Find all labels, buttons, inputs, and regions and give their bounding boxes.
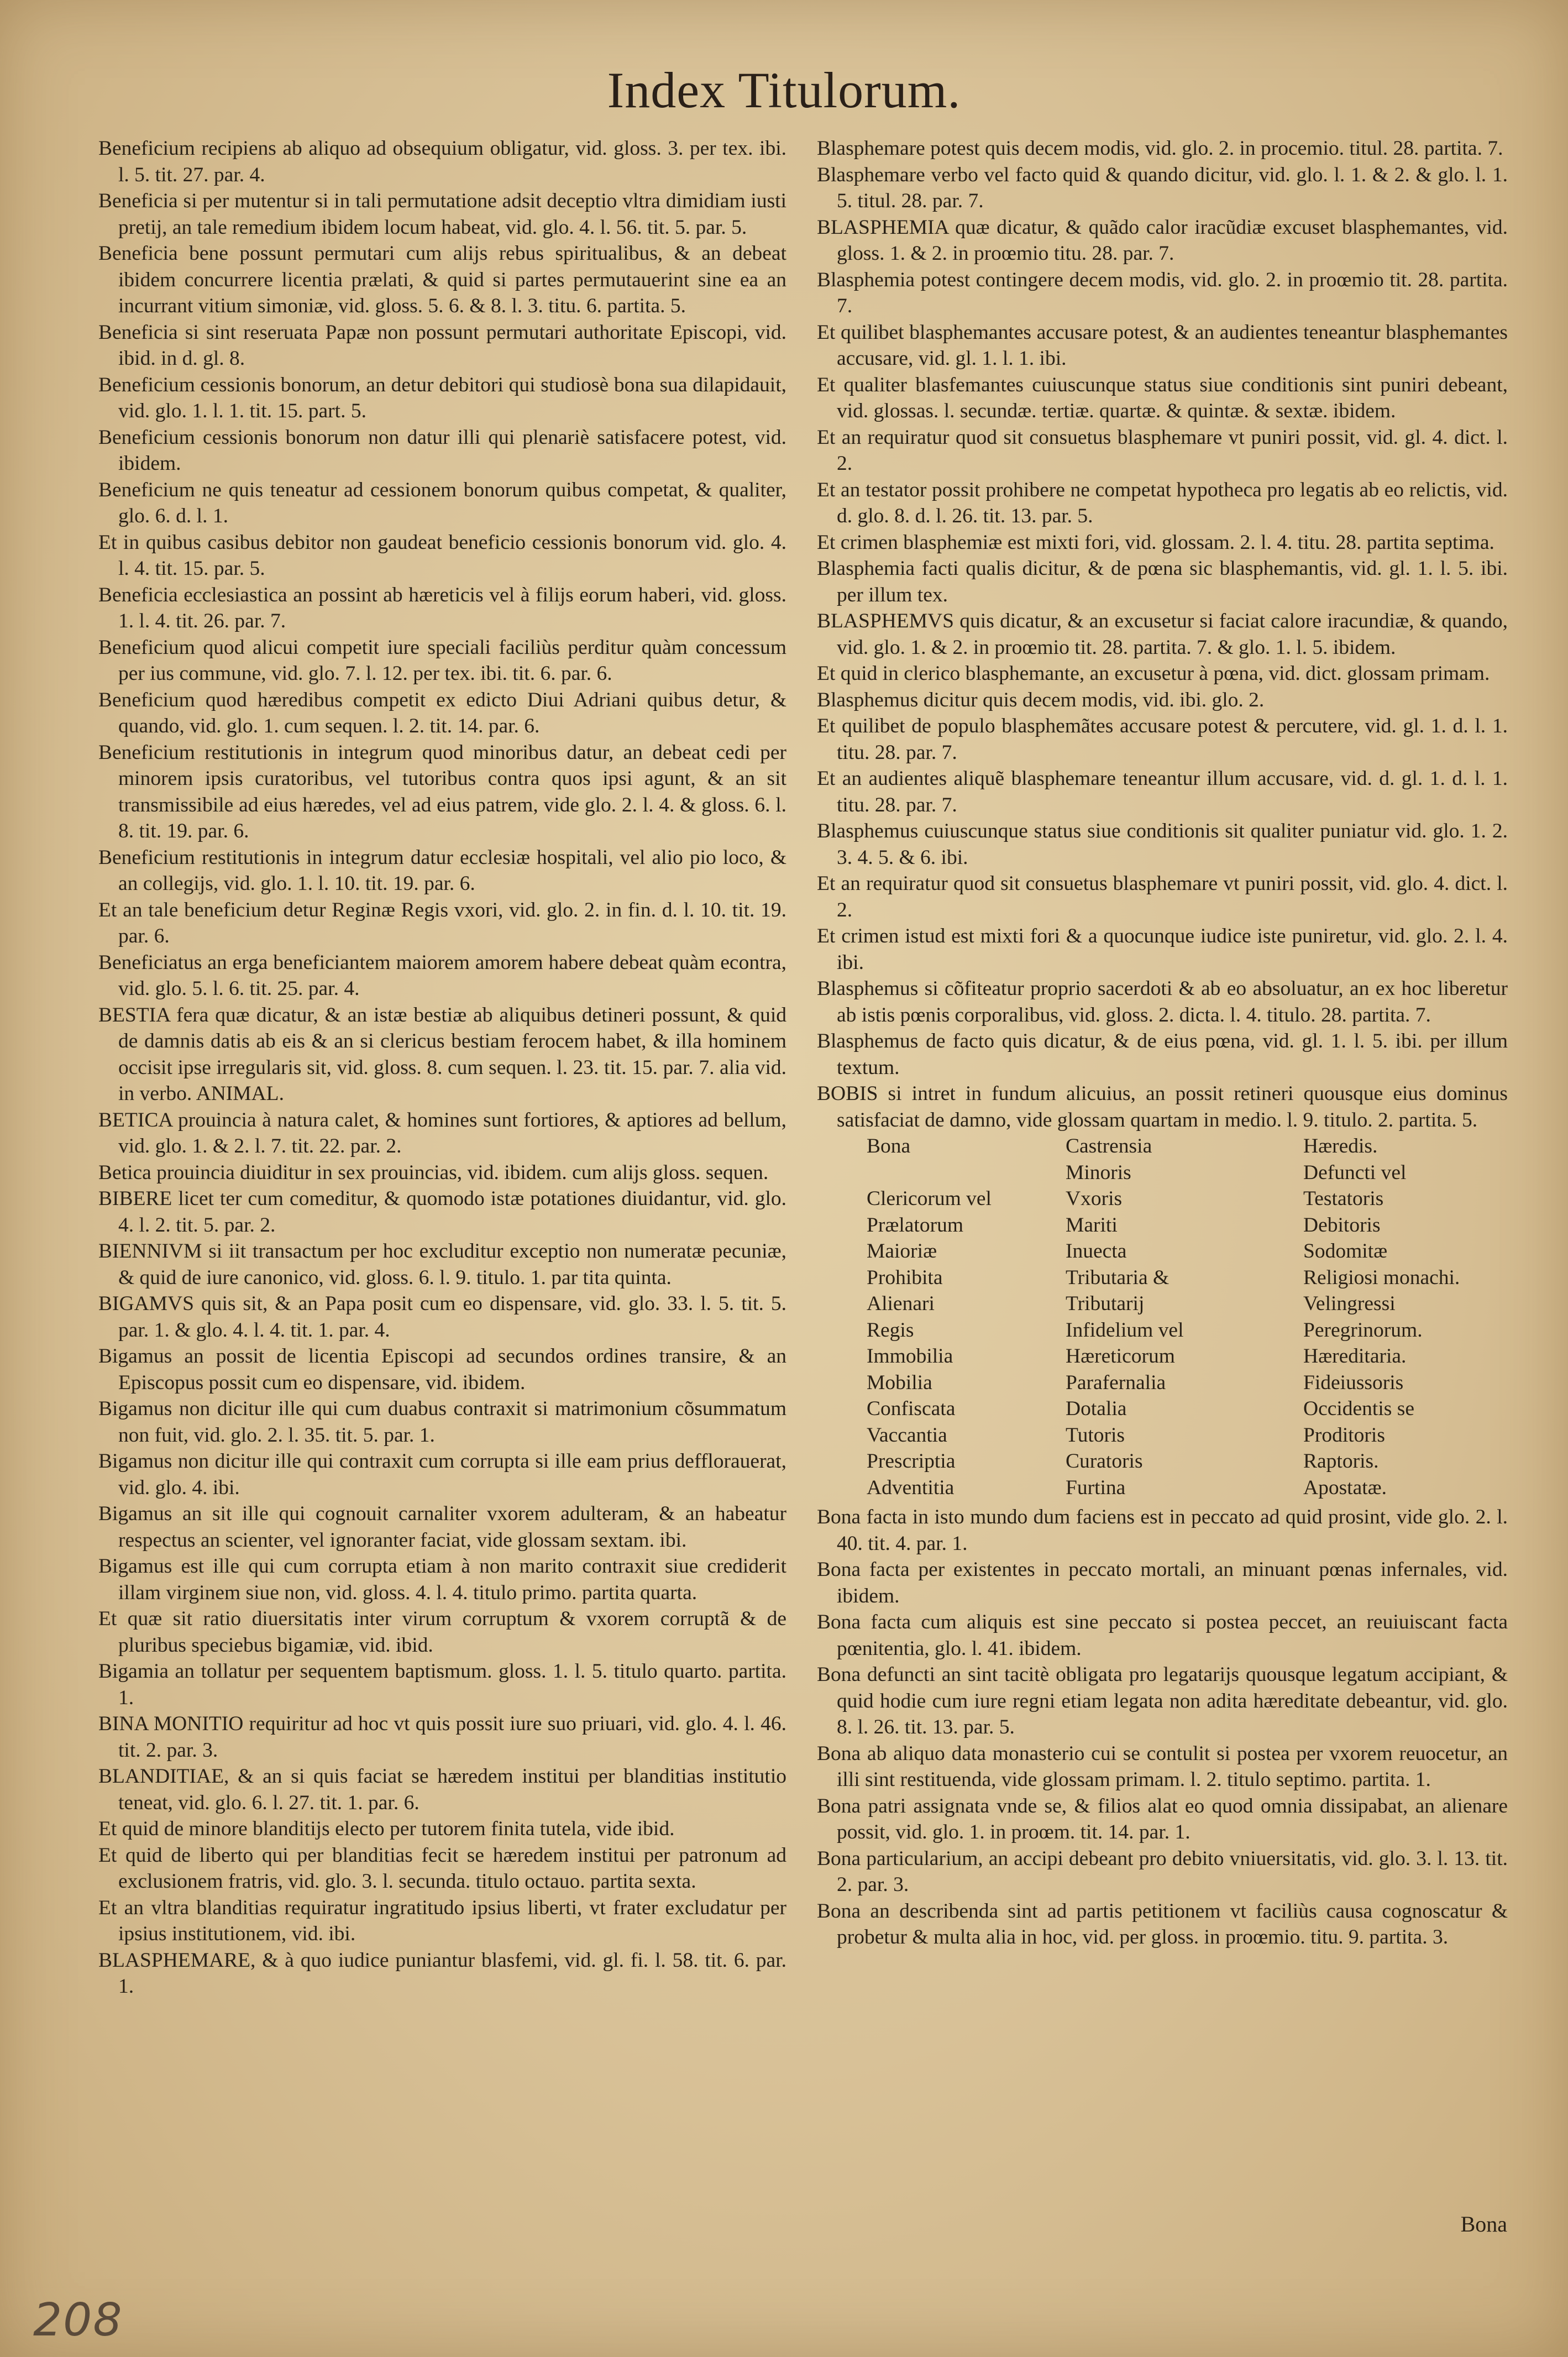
bona-table-cell: Immobilia (867, 1345, 953, 1368)
index-entry: Bona facta in isto mundo dum faciens est in peccato ad quid prosint, vide glo. 2. l. 40. tit. 4. par. 1. (817, 1506, 1508, 1555)
index-entry: Bona patri assignata vnde se, & filios alat eo quod omnia dissipabat, an alienare possit, vid. glo. 1. in proœm. tit. 14. par. 1. (817, 1794, 1508, 1843)
index-entry: Et an testator possit prohibere ne competat hypotheca pro legatis ab eo relictis, vid. d. glo. 8. d. l. 26. tit. 13. par. 5. (817, 478, 1508, 527)
index-entry: Blasphemia potest contingere decem modis, vid. glo. 2. in proœmio tit. 28. partita. 7. (817, 268, 1508, 317)
index-entry: Beneficiatus an erga beneficiantem maiorem amorem habere debeat quàm econtra, vid. glo. 5. l. 6. tit. 25. par. 4. (98, 951, 786, 1000)
index-entry: BETICA prouincia à natura calet, & homines sunt fortiores, & aptiores ad bellum, vid. glo. 1. & 2. l. 7. tit. 22. par. 2. (98, 1108, 786, 1157)
index-entry: BLANDITIAE, & an si quis faciat se hæredem institui per blanditias institutio teneat, vid. glo. 6. l. 27. tit. 1. par. 6. (98, 1765, 786, 1814)
bona-table-cell: Prohibita (867, 1266, 943, 1289)
bona-table-cell (867, 1160, 1066, 1186)
index-entry: Bona facta cum aliquis est sine peccato si postea peccet, an reuiuiscant facta pœnitentia, glo. l. 41. ibidem. (817, 1611, 1508, 1660)
right-column (817, 135, 1508, 1951)
index-entry: Et an requiratur quod sit consuetus blasphemare vt puniri possit, vid. glo. 4. dict. l. 2. (817, 872, 1508, 921)
bona-table-cell: Prælatorum (867, 1213, 963, 1237)
index-entry: Bona facta per existentes in peccato mortali, an minuant pœnas infernales, vid. ibidem. (817, 1558, 1508, 1607)
index-entry: Et an audientes aliquẽ blasphemare teneantur illum accusare, vid. d. gl. 1. d. l. 1. titu. 28. par. 7. (817, 767, 1508, 816)
bona-table-cell: Tributaria & (1066, 1266, 1170, 1289)
index-entry: BINA MONITIO requiritur ad hoc vt quis possit iure suo priuari, vid. glo. 4. l. 46. tit. 2. par. 3. (98, 1712, 786, 1762)
bona-table-cell: Debitoris (1303, 1213, 1381, 1237)
index-entry: Blasphemus de facto quis dicatur, & de eius pœna, vid. gl. 1. l. 5. ibi. per illum textum. (817, 1030, 1508, 1079)
bona-table-cell: Occidentis se (1303, 1397, 1414, 1420)
index-entry: Et crimen istud est mixti fori & a quocunque iudice iste puniretur, vid. glo. 2. l. 4. ibi. (817, 925, 1508, 974)
right-column-entries-bottom (817, 1504, 1508, 1951)
index-entry: Et quilibet de populo blasphemãtes accusare potest & percutere, vid. gl. 1. d. l. 1. titu. 28. par. 7. (817, 715, 1508, 764)
index-entry: Et quid de minore blanditijs electo per tutorem finita tutela, vide ibid. (98, 1817, 675, 1840)
bona-table-cell: Alienari (867, 1292, 935, 1315)
index-entry: Et quid in clerico blasphemante, an excusetur à pœna, vid. dict. glossam primam. (817, 662, 1490, 685)
index-entry: Bona ab aliquo data monasterio cui se contulit si postea per vxorem reuocetur, an illi sint restituenda, vide glossam primam. l. 2. titulo septimo. partita. 1. (817, 1742, 1508, 1791)
index-entry: BIENNIVM si iit transactum per hoc excluditur exceptio non numeratæ pecuniæ, & quid de iure canonico, vid. gloss. 6. l. 9. titulo. 1. par tita quinta. (98, 1240, 786, 1289)
index-entry: Beneficium recipiens ab aliquo ad obsequium obligatur, vid. gloss. 3. per tex. ibi. l. 5. tit. 27. par. 4. (98, 137, 786, 186)
index-entry: BESTIA fera quæ dicatur, & an istæ bestiæ ab aliquibus detineri possunt, & quid de damnis datis ab eis & an si clericus bestiam ferocem habet, & illa hominem occisit ipse irregularis sit, vid. gloss. 8. cum sequen. l. 23. tit. 15. par. 7. alia vid. in verbo. ANIMAL. (98, 1003, 786, 1105)
bona-table-cell: Infidelium vel (1066, 1318, 1184, 1342)
bona-table-cell: Regis (867, 1318, 914, 1342)
index-entry: Bona defuncti an sint tacitè obligata pro legatarijs quousque legatum accipiant, & quid hodie cum iure regni etiam legata non adita hæreditate debeantur, vid. glo. 8. l. 26. tit. 13. par. 5. (817, 1663, 1508, 1738)
bona-table (867, 1133, 1508, 1501)
index-entry: Beneficium ne quis teneatur ad cessionem bonorum quibus competat, & qualiter, glo. 6. d. l. 1. (98, 478, 786, 527)
index-entry: Et crimen blasphemiæ est mixti fori, vid. glossam. 2. l. 4. titu. 28. partita septima. (817, 531, 1494, 554)
index-entry: Blasphemus dicitur quis decem modis, vid. ibi. glo. 2. (817, 688, 1265, 711)
index-entry: Et qualiter blasfemantes cuiuscunque status siue conditionis sint puniri debeant, vid. glossas. l. secundæ. tertiæ. quartæ. & quintæ. & sextæ. ibidem. (817, 373, 1508, 422)
index-entry: Bigamus non dicitur ille qui cum duabus contraxit si matrimonium cõsummatum non fuit, vid. glo. 2. l. 35. tit. 5. par. 1. (98, 1397, 786, 1447)
index-entry: Et quæ sit ratio diuersitatis inter virum corruptum & vxorem corruptã & de pluribus speciebus bigamiæ, vid. ibid. (98, 1607, 786, 1657)
index-entry: Et quid de liberto qui per blanditias fecit se hæredem institui per patronum ad exclusionem fratris, vid. glo. 3. l. secunda. titulo octauo. partita sexta. (98, 1843, 786, 1893)
catchword: Bona (1460, 2212, 1507, 2236)
left-column (98, 135, 786, 2000)
bona-table-cell: Dotalia (1066, 1397, 1127, 1420)
bona-table-cell: Parafernalia (1066, 1371, 1166, 1394)
bona-table-cell: Sodomitæ (1303, 1240, 1388, 1263)
bona-table-cell: Clericorum vel (867, 1187, 992, 1210)
bona-table-cell: Hæreticorum (1066, 1345, 1175, 1368)
bona-table-cell: Fideiussoris (1303, 1371, 1404, 1394)
index-entry: Bona particularium, an accipi debeant pro debito vniuersitatis, vid. glo. 3. l. 13. tit. 2. par. 3. (817, 1847, 1508, 1896)
index-entry: Beneficia si per mutentur si in tali permutatione adsit deceptio vltra dimidiam iusti pretij, an tale remedium ibidem locum habeat, vid. glo. 4. l. 56. tit. 5. par. 5. (98, 190, 786, 239)
bona-table-cell: Bona (867, 1135, 911, 1157)
bona-table-cell: Inuecta (1066, 1240, 1127, 1263)
bona-table-cell: Hæreditaria. (1303, 1345, 1407, 1368)
index-entry: Beneficium cessionis bonorum non datur illi qui plenariè satisfacere potest, vid. ibidem. (98, 426, 786, 475)
index-entry: Betica prouincia diuiditur in sex prouincias, vid. ibidem. cum alijs gloss. sequen. (98, 1161, 769, 1184)
index-entry: Et an tale beneficium detur Reginæ Regis vxori, vid. glo. 2. in fin. d. l. 10. tit. 19. par. 6. (98, 898, 786, 947)
index-entry: Et an vltra blanditias requiratur ingratitudo ipsius liberti, vt frater excludatur per ipsius institutionem, vid. ibi. (98, 1896, 786, 1945)
index-entry: Bigamia an tollatur per sequentem baptismum. gloss. 1. l. 5. titulo quarto. partita. 1. (98, 1660, 786, 1709)
page-title: Index Titulorum. (607, 62, 961, 118)
index-entry: BIGAMVS quis sit, & an Papa posit cum eo dispensare, vid. glo. 33. l. 5. tit. 5. par. 1. & glo. 4. l. 4. tit. 1. par. 4. (98, 1292, 786, 1342)
index-entry: Bigamus est ille qui cum corrupta etiam à non marito contraxit siue crediderit illam virginem siue non, vid. gloss. 4. l. 4. titulo primo. partita quarta. (98, 1555, 786, 1604)
index-entry: Et an requiratur quod sit consuetus blasphemare vt puniri possit, vid. gl. 4. dict. l. 2. (817, 426, 1508, 475)
bona-table-cell: Tributarij (1066, 1292, 1145, 1315)
bona-table-cell: Confiscata (867, 1397, 956, 1420)
index-entry: Blasphemus cuiuscunque status siue conditionis sit qualiter puniatur vid. glo. 1. 2. 3. 4. 5. & 6. ibi. (817, 820, 1508, 869)
index-entry: Et in quibus casibus debitor non gaudeat beneficio cessionis bonorum vid. glo. 4. l. 4. tit. 15. par. 5. (98, 531, 786, 580)
bona-table-cell: Tutoris (1066, 1423, 1125, 1447)
index-entry: BLASPHEMIA quæ dicatur, & quãdo calor iracũdiæ excuset blasphemantes, vid. gloss. 1. & 2. in proœmio titu. 28. par. 7. (817, 216, 1508, 265)
index-entry: BOBIS si intret in fundum alicuius, an possit retineri quousque eius dominus satisfaciat de damno, vide glossam quartam in medio. l. 9. titulo. 2. partita. 5. (817, 1082, 1508, 1132)
index-entry: Beneficium cessionis bonorum, an detur debitori qui studiosè bona sua dilapidauit, vid. glo. 1. l. 1. tit. 15. part. 5. (98, 373, 786, 422)
index-entry: Bigamus an sit ille qui cognouit carnaliter vxorem adulteram, & an habeatur respectus an scienter, vel ignoranter faciat, vide glossam sextam. ibi. (98, 1502, 786, 1552)
index-entry: Beneficium quod hæredibus competit ex edicto Diui Adriani quibus detur, & quando, vid. glo. 1. cum sequen. l. 2. tit. 14. par. 6. (98, 688, 786, 737)
index-entry: Beneficium restitutionis in integrum quod minoribus datur, an debeat cedi per minorem ipsis curatoribus, vel tutoribus contra quos ipsi agunt, & an sit transmissibile ad eius hæredes, vel ad eius patrem, vide glo. 2. l. 4. & gloss. 6. l. 8. tit. 19. par. 6. (98, 741, 786, 842)
right-column-entries-top (817, 135, 1508, 1133)
index-entry: Bigamus an possit de licentia Episcopi ad secundos ordines transire, & an Episcopus possit cum eo dispensare, vid. ibidem. (98, 1345, 786, 1394)
index-entry: Bigamus non dicitur ille qui contraxit cum corrupta si ille eam prius defflorauerat, vid. glo. 4. ibi. (98, 1450, 786, 1499)
bona-table-cell: Maioriæ (867, 1240, 937, 1263)
bona-table-cell: Prescriptia (867, 1450, 956, 1473)
bona-table-cell: Minoris (1066, 1161, 1131, 1184)
index-entry: Et quilibet blasphemantes accusare potest, & an audientes teneantur blasphemantes accusare, vid. gl. 1. l. 1. ibi. (817, 321, 1508, 370)
bona-table-cell: Furtina (1066, 1476, 1126, 1499)
bona-table-cell: Peregrinorum. (1303, 1318, 1423, 1342)
index-entry: Beneficia bene possunt permutari cum alijs rebus spiritualibus, & an debeat ibidem concurrere licentia prælati, & quid si partes permutauerint sine ea an incurrant vitium simoniæ, vid. gloss. 5. 6. & 8. l. 3. titu. 6. partita. 5. (98, 242, 786, 317)
index-entry: Beneficium restitutionis in integrum datur ecclesiæ hospitali, vel alio pio loco, & an collegijs, vid. glo. 1. l. 10. tit. 19. par. 6. (98, 846, 786, 895)
index-entry: BLASPHEMARE, & à quo iudice puniantur blasfemi, vid. gl. fi. l. 58. tit. 6. par. 1. (98, 1949, 786, 1998)
index-entry: BIBERE licet ter cum comeditur, & quomodo istæ potationes diuidantur, vid. glo. 4. l. 2. tit. 5. par. 2. (98, 1187, 786, 1237)
bona-table-cell: Religiosi monachi. (1303, 1266, 1460, 1289)
index-entry: Blasphemare verbo vel facto quid & quando dicitur, vid. glo. l. 1. & 2. & glo. l. 1. 5. titul. 28. par. 7. (817, 163, 1508, 212)
bona-table-cell: Velingressi (1303, 1292, 1396, 1315)
index-entry: Blasphemare potest quis decem modis, vid. glo. 2. in procemio. titul. 28. partita. 7. (817, 137, 1503, 160)
folio-number-handwritten: 208 (33, 2294, 123, 2346)
bona-table-cell: Vxoris (1066, 1187, 1123, 1210)
index-entry: Beneficia si sint reseruata Papæ non possunt permutari authoritate Episcopi, vid. ibid. in d. gl. 8. (98, 321, 786, 370)
bona-table-cell: Testatoris (1303, 1187, 1384, 1210)
bona-table-cell: Proditoris (1303, 1423, 1385, 1447)
bona-table-cell: Apostatæ. (1303, 1476, 1387, 1499)
bona-table-cell: Curatoris (1066, 1450, 1143, 1473)
index-entry: Blasphemus si cõfiteatur proprio sacerdoti & ab eo absoluatur, an ex hoc liberetur ab istis pœnis corporalibus, vid. gloss. 2. dicta. l. 4. titulo. 28. partita. 7. (817, 977, 1508, 1026)
bona-table-cell: Castrensia (1066, 1135, 1152, 1157)
bona-table-cell: Mobilia (867, 1371, 932, 1394)
index-entry: Bona an describenda sint ad partis petitionem vt faciliùs causa cognoscatur & probetur & multa alia in hoc, vid. per gloss. in proœmio. titu. 9. partita. 3. (817, 1899, 1508, 1949)
bona-table-cell: Raptoris. (1303, 1450, 1379, 1473)
bona-table-cell: Mariti (1066, 1213, 1118, 1237)
index-entry: Beneficia ecclesiastica an possint ab hæreticis vel à filijs eorum haberi, vid. gloss. 1. l. 4. tit. 26. par. 7. (98, 583, 786, 632)
bona-table-cell: Vaccantia (867, 1423, 947, 1447)
bona-table-cell: Hæredis. (1303, 1135, 1378, 1157)
index-entry: Beneficium quod alicui competit iure speciali faciliùs perditur quàm concessum per ius commune, vid. glo. 7. l. 12. per tex. ibi. tit. 6. par. 6. (98, 636, 786, 685)
index-entry: Blasphemia facti qualis dicitur, & de pœna sic blasphemantis, vid. gl. 1. l. 5. ibi. per illum tex. (817, 557, 1508, 606)
bona-table-cell: Adventitia (867, 1476, 955, 1499)
bona-table-cell: Defuncti vel (1303, 1161, 1407, 1184)
index-entry: BLASPHEMVS quis dicatur, & an excusetur si faciat calore iracundiæ, & quando, vid. glo. 1. & 2. in proœmio tit. 28. partita. 7. & glo. 1. l. 5. ibidem. (817, 610, 1508, 659)
